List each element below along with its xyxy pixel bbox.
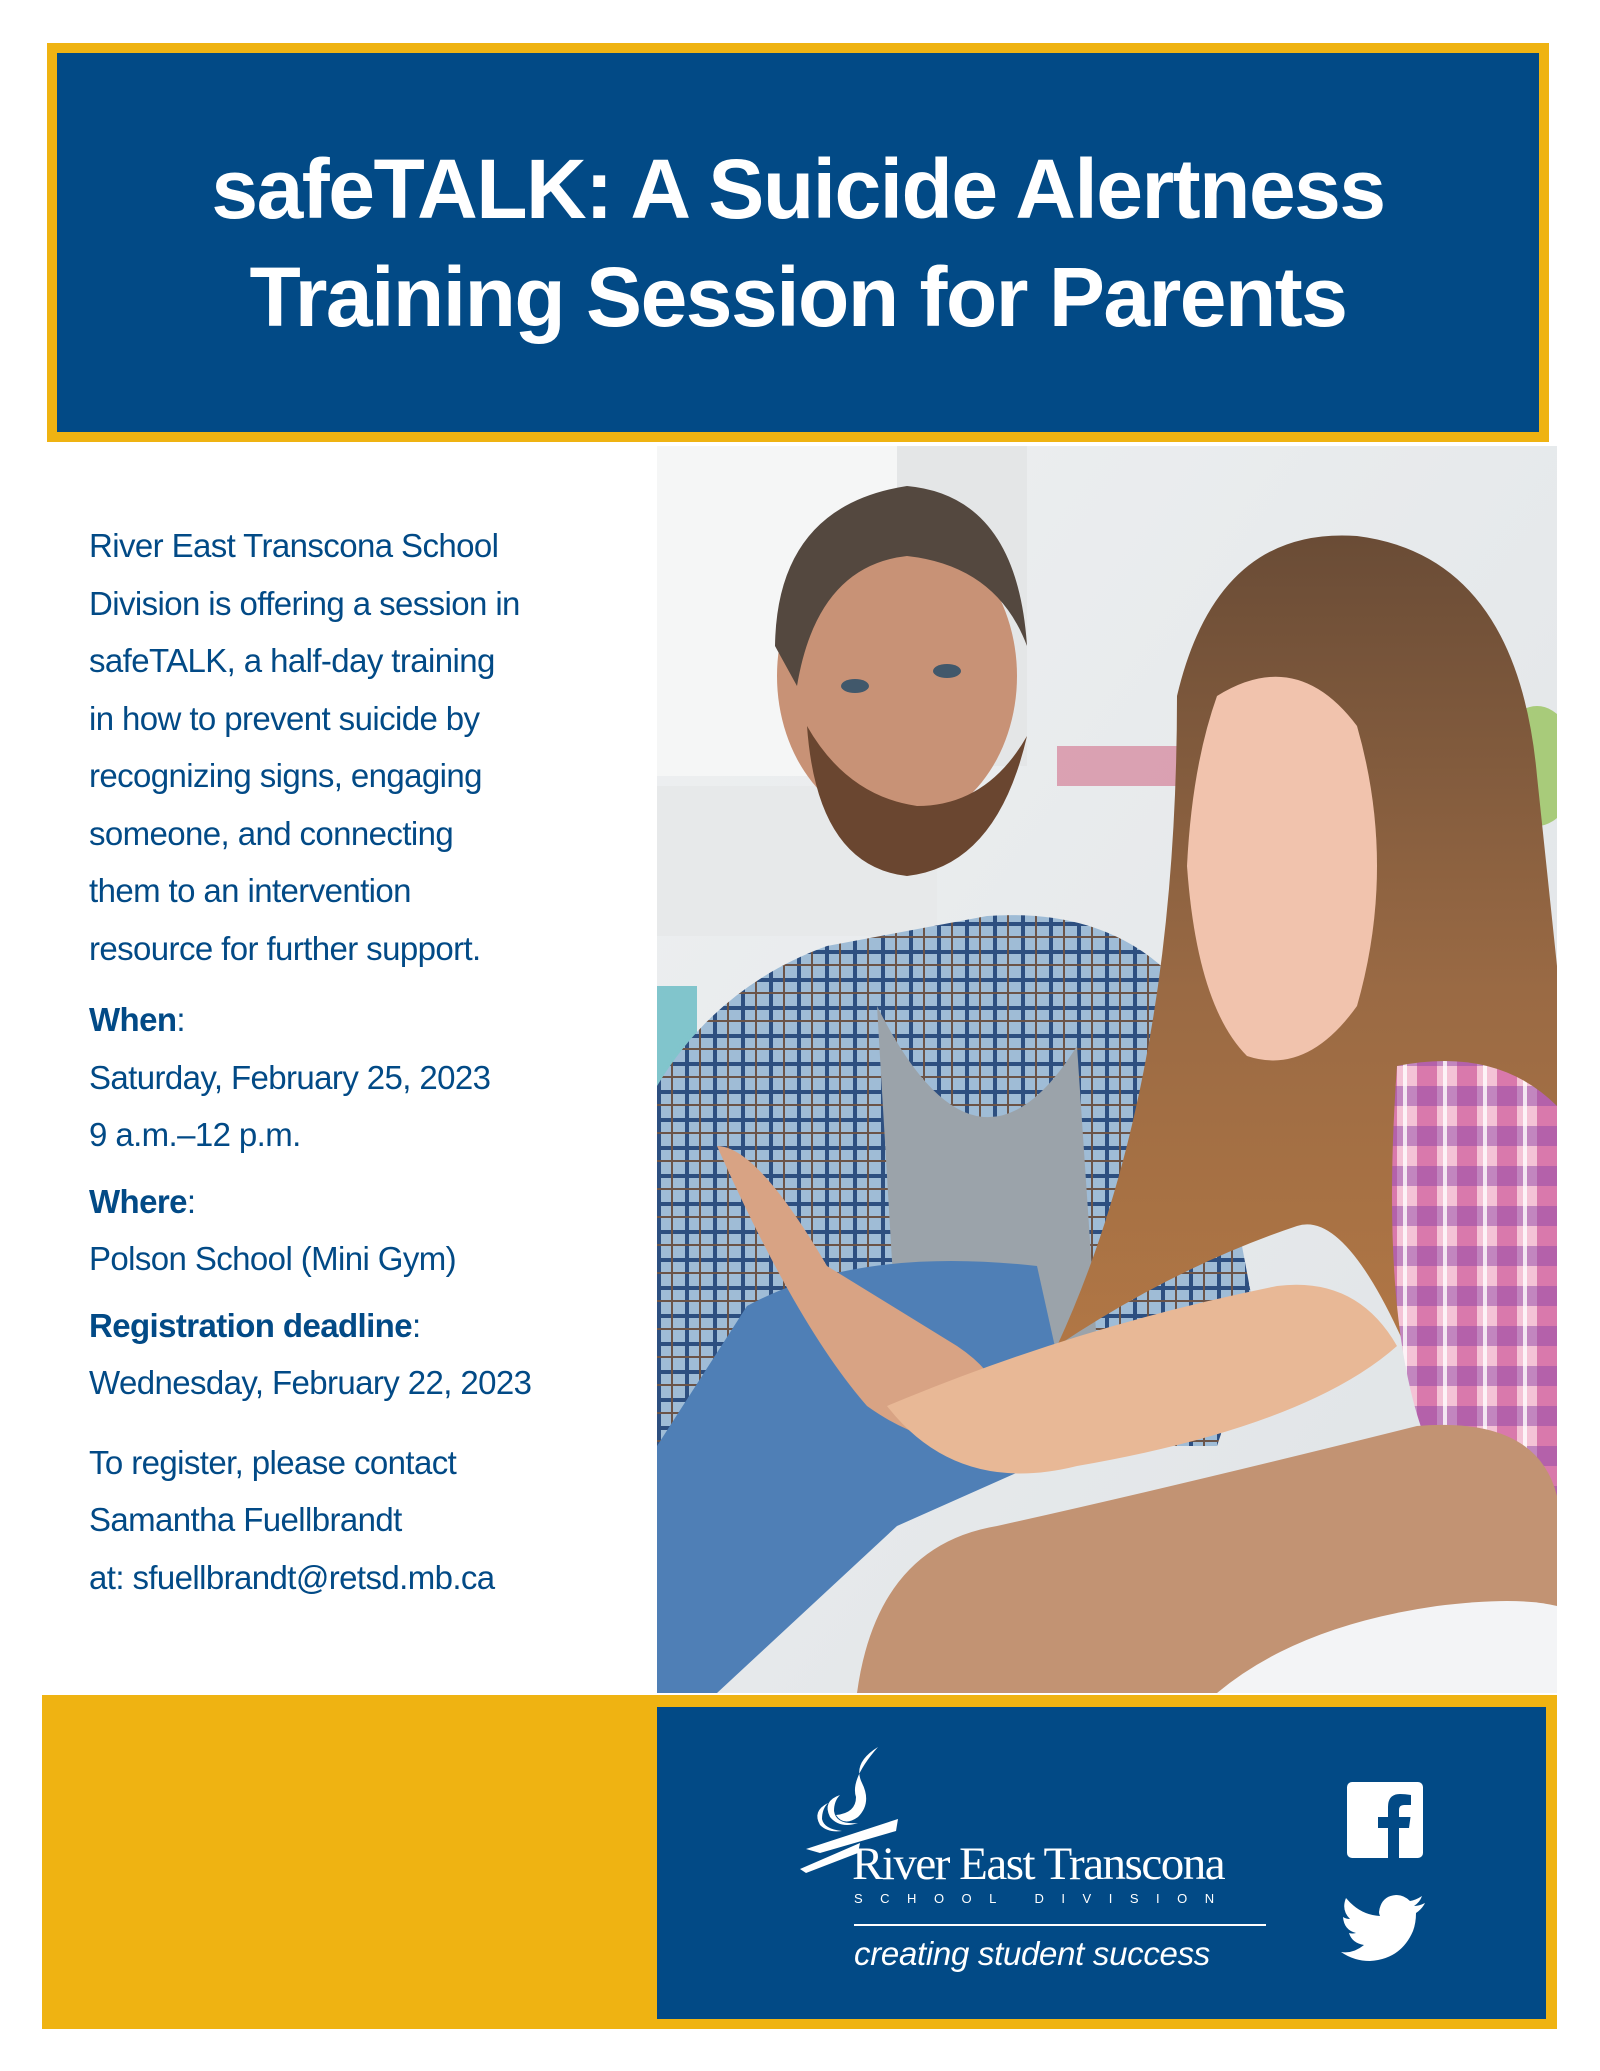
facebook-icon[interactable] <box>1347 1782 1423 1858</box>
title-banner <box>57 53 1539 432</box>
contact-email[interactable]: at: sfuellbrandt@retsd.mb.ca <box>89 1558 495 1596</box>
intro-paragraph <box>89 517 649 977</box>
intro-line: River East Transcona School <box>89 527 499 564</box>
deadline-label: Registration deadline: <box>89 1306 421 1344</box>
where-section <box>89 1173 649 1288</box>
retsd-logo[interactable] <box>800 1745 1290 1985</box>
contact-section <box>89 1434 649 1607</box>
deadline-date: Wednesday, February 22, 2023 <box>89 1364 532 1401</box>
intro-line: Division is offering a session in <box>89 584 520 622</box>
twitter-icon[interactable] <box>1341 1895 1425 1967</box>
tagline: creating student success <box>854 1935 1210 1972</box>
intro-line: safeTALK, a half-day training <box>89 642 495 679</box>
event-info <box>89 517 649 1606</box>
intro-line: in how to prevent suicide by <box>89 699 480 737</box>
org-subtitle: SCHOOL DIVISION <box>854 1891 1232 1906</box>
when-section <box>89 991 649 1164</box>
event-time: 9 a.m.–12 p.m. <box>89 1116 301 1153</box>
intro-line: someone, and connecting <box>89 814 454 852</box>
title-banner-frame <box>47 43 1549 442</box>
father-daughter-photo <box>657 446 1557 1693</box>
intro-line: resource for further support. <box>89 929 481 967</box>
deadline-section <box>89 1297 649 1412</box>
title-line-1: safeTALK: A Suicide Alertness <box>211 141 1385 236</box>
event-location: Polson School (Mini Gym) <box>89 1240 457 1277</box>
where-label: Where: <box>89 1182 196 1220</box>
footer-box <box>657 1707 1546 2019</box>
contact-name: Samantha Fuellbrandt <box>89 1501 402 1538</box>
title-line-2: Training Session for Parents <box>249 249 1347 344</box>
event-date: Saturday, February 25, 2023 <box>89 1058 491 1096</box>
intro-line: recognizing signs, engaging <box>89 757 482 794</box>
contact-intro: To register, please contact <box>89 1443 457 1481</box>
when-label: When: <box>89 1001 185 1038</box>
org-name: River East Transcona <box>852 1838 1225 1890</box>
logo-divider <box>854 1924 1266 1926</box>
hero-photo <box>657 446 1557 1693</box>
intro-line: them to an intervention <box>89 872 411 909</box>
